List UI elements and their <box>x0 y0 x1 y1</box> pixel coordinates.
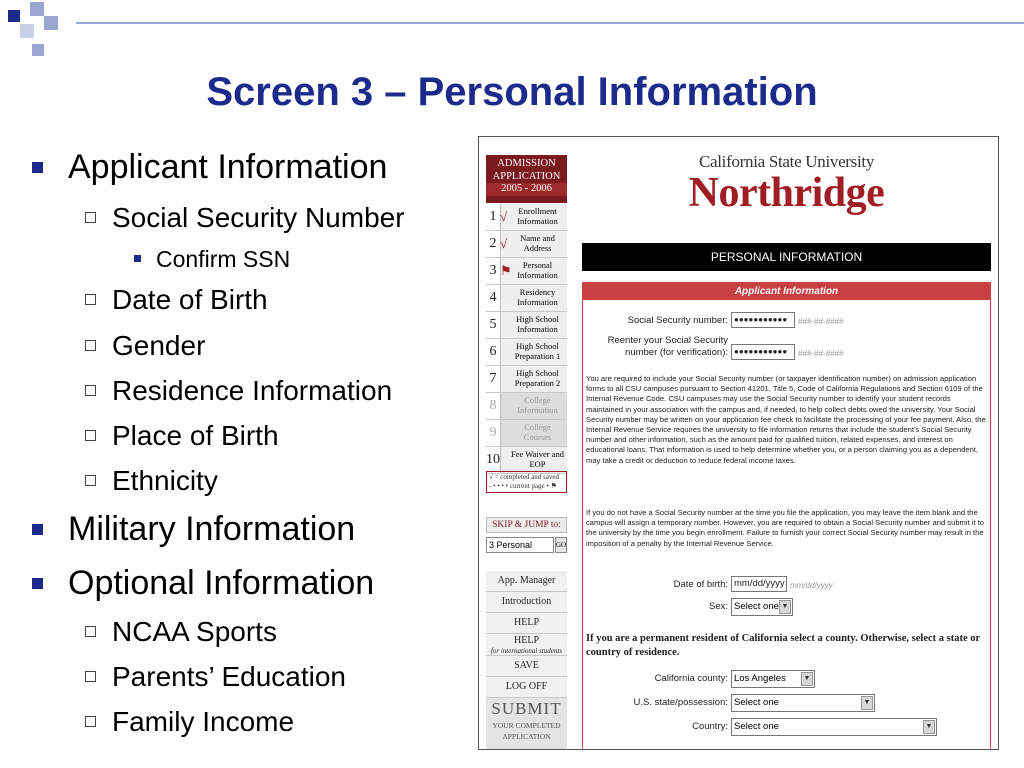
sex-select[interactable] <box>731 598 793 616</box>
county-select-value: Los Angeles <box>734 673 786 684</box>
step-item-personal[interactable] <box>486 258 567 285</box>
step-label: High School Preparation 1 <box>514 341 561 361</box>
slide-corner-decoration <box>0 0 80 60</box>
step-number: 3 <box>486 258 501 284</box>
sidebar-header-line: ADMISSION <box>497 158 556 169</box>
bullet-marker <box>85 294 96 305</box>
bullet-ethnicity: Ethnicity <box>112 465 218 497</box>
submit-sublabel: APPLICATION <box>502 732 551 741</box>
ssn-confirm-label-line: number (for verification): <box>625 347 728 358</box>
dob-input[interactable]: mm/dd/yyyy <box>731 576 787 592</box>
bullet-social-security-number: Social Security Number <box>112 202 405 234</box>
step-item-enrollment[interactable] <box>486 204 567 231</box>
help-button[interactable]: HELP <box>486 613 567 634</box>
title-rule <box>76 22 1024 24</box>
step-number: 5 <box>486 312 501 338</box>
bullet-place-of-birth: Place of Birth <box>112 420 279 452</box>
step-label: Enrollment Information <box>517 206 558 226</box>
step-label: College Information <box>517 395 558 415</box>
ssn-confirm-format-hint: ###-##-#### <box>798 349 844 358</box>
bullet-marker <box>85 475 96 486</box>
ssn-disclosure-text: You are required to include your Social Security number (or taxpayer identification number) on admission application forms to all CSU campuses pursuant to Section 41201, Title 5, Code of California Regulations and Section 6109 of the Internal Revenue Code. CSU campuses may use the Social Security number to identify your student records maintained in your association with the campus and, if needed, to help collect debts owed the university. Your Social Security number may be written on your application fee check to facilitate the processing of your fee payment. Also, the Internal Revenue Service requires the university to file information returns that include the student's Social Security number and other information, such as the amount paid for qualified tuition, related expenses, and interest on educational loans. That information is used to help determine whether you, or a person claiming you as a dependent, may take a credit or deduction to reduce federal income taxes. <box>586 374 986 465</box>
step-label: High School Information <box>516 314 559 334</box>
step-number: 2 <box>486 231 501 257</box>
step-item-fee-waiver[interactable] <box>486 447 567 474</box>
bullet-residence-information: Residence Information <box>112 375 392 407</box>
step-item-college-info <box>486 393 567 420</box>
bullet-marker <box>85 430 96 441</box>
chevron-down-icon: ▼ <box>801 672 813 686</box>
application-sidebar <box>479 137 575 750</box>
chevron-down-icon: ▼ <box>861 696 873 710</box>
dob-format-hint: mm/dd/yyyy <box>790 581 833 590</box>
country-select[interactable] <box>731 718 937 736</box>
save-button[interactable]: SAVE <box>486 656 567 677</box>
sex-label: Sex: <box>708 601 728 612</box>
step-item-hs-prep-2[interactable] <box>486 366 567 393</box>
bullet-military-information: Military Information <box>68 510 355 549</box>
bullet-confirm-ssn: Confirm SSN <box>156 246 290 273</box>
ssn-confirm-label <box>583 335 728 359</box>
bullet-marker <box>85 626 96 637</box>
county-select[interactable] <box>731 670 815 688</box>
checkmark-icon: √ <box>500 236 508 251</box>
bullet-marker <box>32 162 43 173</box>
ssn-input[interactable]: ●●●●●●●●●●● <box>731 312 795 328</box>
step-item-high-school[interactable] <box>486 312 567 339</box>
submit-sublabel: YOUR COMPLETED <box>492 721 561 730</box>
step-item-hs-prep-1[interactable] <box>486 339 567 366</box>
step-label: Fee Waiver and EOP <box>511 449 564 469</box>
bullet-marker <box>134 255 141 262</box>
bullet-marker <box>85 212 96 223</box>
step-number: 7 <box>486 366 501 392</box>
step-item-residency[interactable] <box>486 285 567 312</box>
section-title-bar: PERSONAL INFORMATION <box>582 243 991 271</box>
sidebar-menu <box>486 571 567 750</box>
step-item-name-address[interactable] <box>486 231 567 258</box>
ssn-label: Social Security number: <box>627 315 728 326</box>
skip-jump-title: SKIP & JUMP to: <box>486 517 567 533</box>
form-header: Applicant Information <box>583 283 990 300</box>
step-number: 9 <box>486 420 501 446</box>
county-label: California county: <box>654 673 728 684</box>
bullet-marker <box>32 578 43 589</box>
step-number: 4 <box>486 285 501 311</box>
ssn-confirm-label-line: Reenter your Social Security <box>607 335 728 346</box>
chevron-down-icon: ▼ <box>923 720 935 734</box>
submit-button[interactable] <box>486 698 567 750</box>
country-select-value: Select one <box>734 721 779 732</box>
sidebar-header <box>486 155 567 203</box>
step-label: College Courses <box>523 422 552 442</box>
help-international-button[interactable] <box>486 634 567 656</box>
step-label: High School Preparation 2 <box>514 368 561 388</box>
dob-label: Date of birth: <box>673 579 728 590</box>
bullet-marker <box>85 716 96 727</box>
help-international-label: HELP <box>514 635 539 646</box>
go-button[interactable]: GO <box>555 537 567 553</box>
checkmark-icon: √ <box>500 209 508 224</box>
introduction-button[interactable]: Introduction <box>486 592 567 613</box>
bullet-ncaa-sports: NCAA Sports <box>112 616 277 648</box>
step-label: Name and Address <box>520 233 555 253</box>
bullet-marker <box>85 385 96 396</box>
slide-title: Screen 3 – Personal Information <box>206 70 818 114</box>
sex-select-value: Select one <box>734 601 779 612</box>
step-item-college-courses <box>486 420 567 447</box>
country-label: Country: <box>692 721 728 732</box>
skip-jump-select[interactable]: 3 Personal <box>486 537 554 553</box>
step-list <box>486 204 567 474</box>
application-main <box>575 137 998 750</box>
ssn-missing-text: If you do not have a Social Security number at the time you file the application, you may leave the item blank and the campus will assign a temporary number. However, you are required to obtain a Social Security number and submit it to the university by the time you begin enrollment. Failure to furnish your correct Social Security number may result in the imposition of a penalty by the Internal Revenue Service. <box>586 508 985 548</box>
bullet-date-of-birth: Date of Birth <box>112 284 268 316</box>
step-number: 8 <box>486 393 501 419</box>
state-label: U.S. state/possession: <box>633 697 728 708</box>
university-name-logo: Northridge <box>688 170 885 216</box>
university-name-small: California State University <box>698 152 875 171</box>
bullet-family-income: Family Income <box>112 706 294 738</box>
ssn-format-hint: ###-##-#### <box>798 317 844 326</box>
bullet-optional-information: Optional Information <box>68 564 374 603</box>
applicant-information-form <box>582 282 991 750</box>
state-select-value: Select one <box>734 697 779 708</box>
logoff-button[interactable]: LOG OFF <box>486 677 567 698</box>
state-select[interactable] <box>731 694 875 712</box>
bullet-marker <box>32 524 43 535</box>
application-screenshot <box>478 136 999 750</box>
app-manager-button[interactable]: App. Manager <box>486 571 567 592</box>
bullet-applicant-information: Applicant Information <box>68 148 387 187</box>
bullet-gender: Gender <box>112 330 205 362</box>
status-legend: √ = completed and saved - • • • • current page • ⚑ <box>486 471 567 493</box>
submit-label: SUBMIT <box>491 699 562 718</box>
bullet-marker <box>85 340 96 351</box>
chevron-down-icon: ▼ <box>779 600 791 614</box>
bullet-parents-education: Parents’ Education <box>112 661 346 693</box>
step-number: 6 <box>486 339 501 365</box>
step-label: Residency Information <box>517 287 558 307</box>
step-number: 10 <box>486 447 501 473</box>
ssn-confirm-input[interactable]: ●●●●●●●●●●● <box>731 344 795 360</box>
step-number: 1 <box>486 204 501 230</box>
sidebar-header-year: 2005 - 2006 <box>486 183 567 196</box>
residence-question: If you are a permanent resident of California select a county. Otherwise, select a state or country of residence. <box>586 633 980 658</box>
bullet-marker <box>85 671 96 682</box>
current-page-flag-icon: ⚑ <box>500 263 512 278</box>
help-international-sublabel: for international students <box>490 647 563 655</box>
step-label: Personal Information <box>517 260 558 280</box>
sidebar-header-line: APPLICATION <box>492 170 561 182</box>
